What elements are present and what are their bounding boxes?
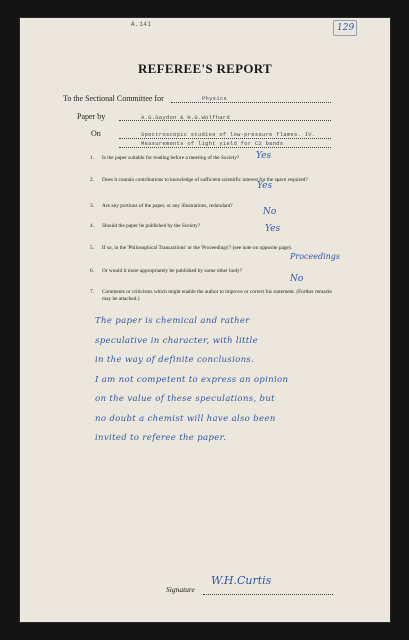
paper-by-label: Paper by [77, 112, 106, 121]
question-text: Are any portions of the paper, or any illustrations, redundant? [102, 203, 233, 209]
comment-line: The paper is chemical and rather [95, 316, 250, 326]
referee-comments [95, 312, 385, 449]
committee-value: Physics [202, 95, 227, 102]
comment-line: on the value of these speculations, but [95, 394, 275, 404]
question-text: Should the paper be published by the Society? [102, 223, 201, 229]
committee-label: To the Sectional Committee for [63, 94, 164, 103]
signature: W.H.Curtis [211, 574, 272, 587]
comment-line: invited to referee the paper. [95, 433, 227, 443]
question-number: 6. [90, 268, 94, 274]
referee-report-sheet [19, 17, 391, 623]
comment-line: speculative in character, with little [95, 335, 258, 346]
question-answer: Yes [265, 224, 281, 234]
comment-line: I am not competent to express an opinion [95, 374, 289, 385]
comment-line: in the way of definite conclusions. [95, 355, 255, 365]
on-value-line2: Measurements of light yield for C2 bands [141, 140, 284, 147]
on-dotted-line-2 [119, 147, 331, 148]
signature-dotted-line [203, 594, 333, 595]
page-number: 129 [337, 23, 355, 33]
question-number: 1. [90, 155, 94, 161]
comment-line: no doubt a chemist will have also been [95, 413, 276, 424]
question-number: 2. [90, 177, 94, 183]
reference-number: A.141 [131, 21, 152, 28]
question-answer: Yes [256, 151, 272, 161]
signature-label: Signature [166, 585, 195, 594]
on-label: On [91, 129, 101, 138]
question-number: 5. [90, 245, 94, 251]
on-value-line1: Spectroscopic studies of low-pressure flames. IV. [141, 131, 316, 138]
on-dotted-line-1 [119, 138, 331, 139]
question-answer: No [263, 207, 277, 217]
question-number: 7. [90, 289, 94, 295]
question-text: If so, in the 'Philosophical Transactions' or the 'Proceedings'? (see note on opposite page). [102, 245, 292, 251]
question-number: 4. [90, 223, 94, 229]
question-answer: No [290, 274, 304, 284]
question-text: Is the paper suitable for reading before a meeting of the Society? [102, 155, 240, 161]
page-title: REFEREE'S REPORT [137, 61, 272, 76]
question-text: Does it contain contributions to knowledge of sufficient scientific interest for the space required? [102, 177, 308, 183]
question-text: Comments or criticisms which might enable the author to improve or correct his statement. (Further remarks may be attached.) [102, 289, 333, 302]
question-text: Or would it more appropriately be published by some other body? [102, 268, 243, 274]
question-number: 3. [90, 203, 94, 209]
question-answer: Proceedings [290, 252, 341, 261]
question-answer: Yes [257, 181, 273, 191]
paper-by-value: A.G.Gaydon & H.G.Wolfhard [141, 114, 230, 121]
committee-dotted-line [171, 102, 331, 103]
